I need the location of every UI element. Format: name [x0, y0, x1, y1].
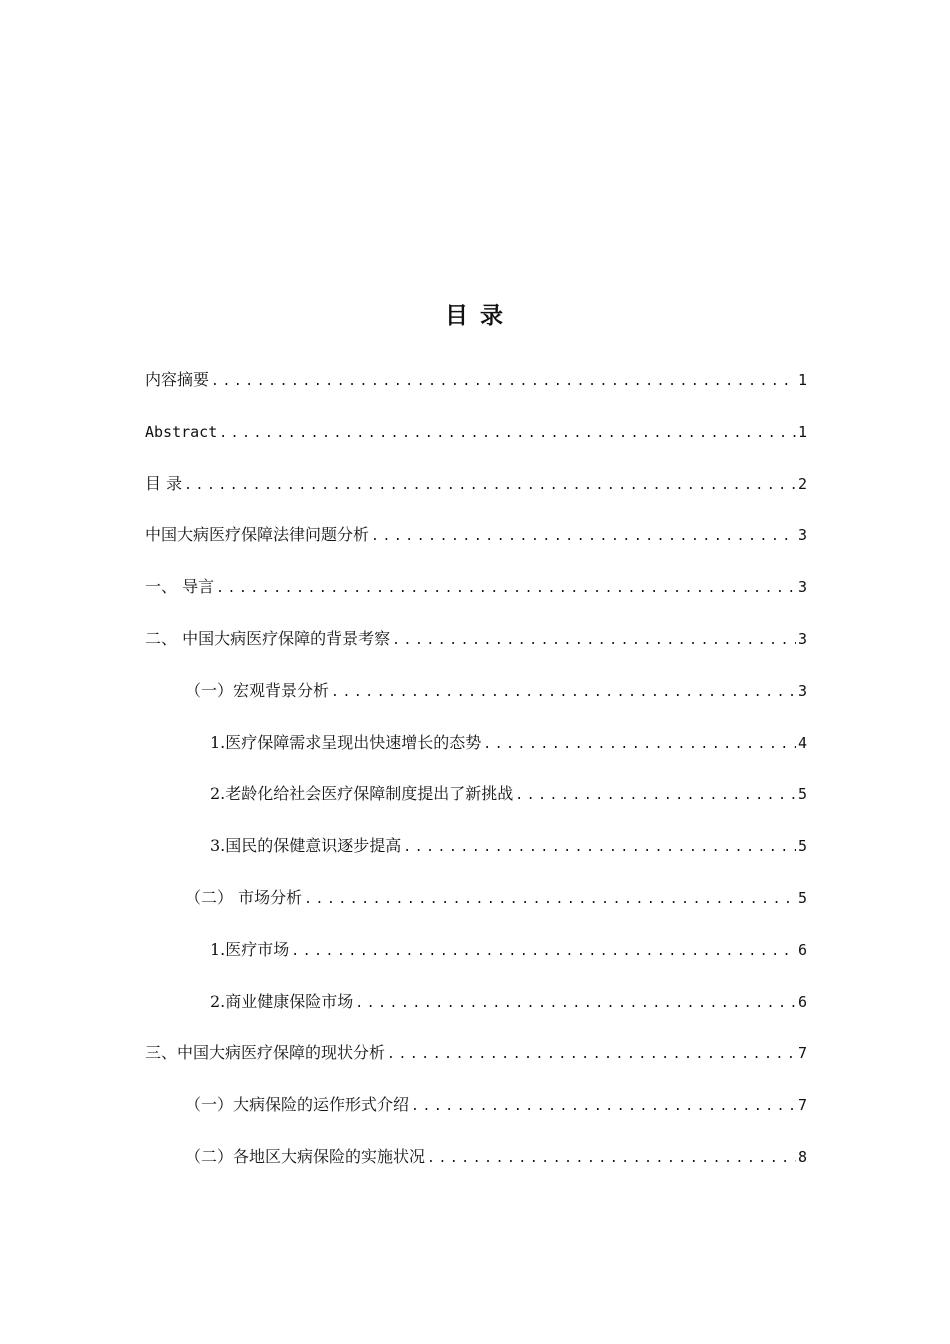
- toc-leader-dots: [392, 627, 796, 655]
- toc-entry-text: （一）大病保险的运作形式介绍: [185, 1095, 410, 1115]
- toc-leader-dots: [211, 368, 796, 396]
- toc-title: 目 录: [444, 302, 505, 329]
- toc-page-number: 3: [797, 629, 807, 648]
- toc-entry-contents[interactable]: [145, 470, 807, 522]
- toc-entry-section-2-2[interactable]: [145, 884, 807, 936]
- toc-leader-dots: [216, 575, 796, 603]
- toc-leader-dots: [515, 782, 796, 810]
- toc-entry-section-2-2-2[interactable]: [145, 988, 807, 1040]
- toc-leader-dots: [291, 938, 796, 966]
- toc-entry-text: 2.商业健康保险市场: [210, 991, 354, 1011]
- toc-entry-section-3-2[interactable]: [145, 1143, 807, 1195]
- toc-entry-text: 1.医疗市场: [210, 939, 290, 959]
- toc-entry-text: 内容摘要: [145, 370, 210, 389]
- toc-leader-dots: [331, 679, 796, 707]
- toc-entry-section-2-2-1[interactable]: [145, 936, 807, 988]
- toc-leader-dots: [184, 472, 796, 500]
- toc-page-number: 1: [797, 371, 807, 389]
- toc-page-number: 3: [797, 526, 807, 545]
- toc-page-number: 1: [797, 422, 807, 441]
- toc-entry-text: 一、 导言: [145, 577, 215, 597]
- toc-leader-dots: [304, 886, 796, 914]
- toc-entry-text: 中国大病医疗保障法律问题分析: [145, 525, 370, 545]
- toc-page-number: 3: [797, 681, 807, 700]
- toc-entry-text: 三、中国大病医疗保障的现状分析: [145, 1043, 386, 1063]
- toc-entry-text: 目 录: [145, 473, 183, 493]
- toc-leader-dots: [355, 990, 796, 1018]
- toc-entry-section-2-1-2[interactable]: [145, 780, 807, 832]
- toc-page-number: 5: [797, 785, 807, 804]
- toc-entry-abstract-en[interactable]: [145, 418, 807, 470]
- toc-list: [145, 366, 807, 1195]
- toc-leader-dots: [427, 1145, 796, 1173]
- toc-page-number: 2: [797, 474, 807, 493]
- toc-page-number: 5: [797, 888, 807, 907]
- toc-page-number: 6: [797, 992, 807, 1011]
- toc-entry-section-3-1[interactable]: [145, 1091, 807, 1143]
- toc-page-number: 7: [797, 1096, 807, 1115]
- toc-leader-dots: [483, 731, 796, 759]
- toc-leader-dots: [371, 523, 796, 551]
- toc-entry-section-2-1-1[interactable]: [145, 729, 807, 781]
- toc-entry-text: 3.国民的保健意识逐步提高: [210, 836, 402, 856]
- toc-entry-main-title[interactable]: [145, 521, 807, 573]
- toc-leader-dots: [219, 420, 796, 448]
- toc-entry-section-2-1[interactable]: [145, 677, 807, 729]
- toc-page-number: 4: [797, 733, 807, 752]
- toc-entry-section-2[interactable]: [145, 625, 807, 677]
- toc-entry-text: 2.老龄化给社会医疗保障制度提出了新挑战: [210, 784, 514, 804]
- toc-entry-text: 1.医疗保障需求呈现出快速增长的态势: [210, 732, 482, 752]
- toc-entry-text: （二） 市场分析: [185, 887, 303, 907]
- toc-entry-section-3[interactable]: [145, 1039, 807, 1091]
- toc-entry-section-2-1-3[interactable]: [145, 832, 807, 884]
- toc-entry-section-1[interactable]: [145, 573, 807, 625]
- toc-entry-text: 二、 中国大病医疗保障的背景考察: [145, 628, 391, 648]
- toc-leader-dots: [387, 1041, 796, 1069]
- toc-entry-abstract-cn[interactable]: [145, 366, 807, 418]
- toc-page-number: 3: [797, 578, 807, 597]
- toc-page-number: 6: [797, 940, 807, 959]
- toc-entry-text: （一）宏观背景分析: [185, 680, 330, 700]
- toc-page-number: 5: [797, 837, 807, 856]
- toc-page-number: 8: [797, 1147, 807, 1166]
- toc-entry-text: Abstract: [145, 422, 218, 441]
- toc-leader-dots: [403, 834, 796, 862]
- toc-entry-text: （二）各地区大病保险的实施状况: [185, 1146, 426, 1166]
- toc-page-number: 7: [797, 1044, 807, 1063]
- toc-leader-dots: [411, 1093, 796, 1121]
